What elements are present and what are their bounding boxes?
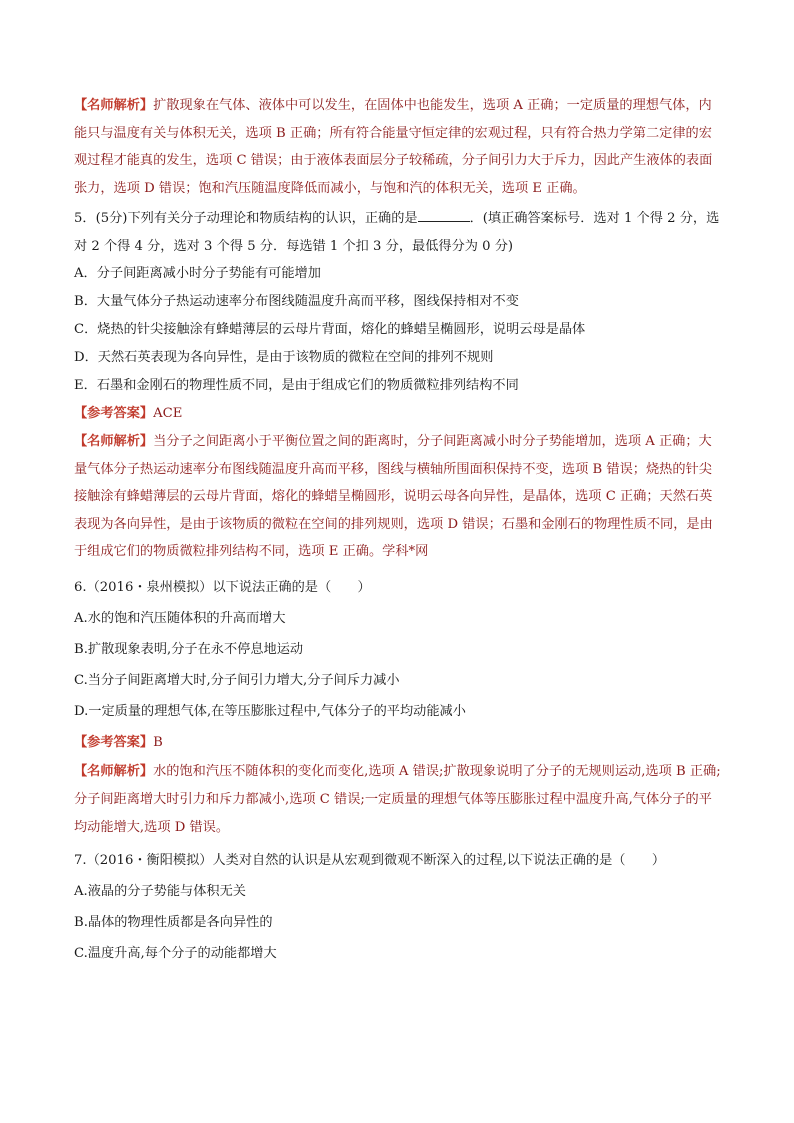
q5-answer: 【参考答案】ACE bbox=[74, 406, 183, 421]
q6-answer: 【参考答案】B bbox=[74, 734, 163, 750]
q5-option-b: B．大量气体分子热运动速率分布图线随温度升高而平移，图线保持相对不变 bbox=[74, 294, 519, 309]
q6-answer-value: B bbox=[153, 734, 163, 750]
answer-blank bbox=[418, 209, 470, 222]
q5-option-c: C．烧热的针尖接触涂有蜂蜡薄层的云母片背面，熔化的蜂蜡呈椭圆形，说明云母是晶体 bbox=[74, 322, 586, 337]
q5-option-a: A．分子间距离减小时分子势能有可能增加 bbox=[74, 266, 321, 281]
q5-answer-value: ACE bbox=[153, 406, 183, 421]
q5-analysis: 【名师解析】当分子之间距离小于平衡位置之间的距离时，分子间距离减小时分子势能增加，选项 A 正确；大量气体分子热运动速率分布图线随温度升高而平移，图线与横轴所围面积保持不变，选项 B 错误；烧热的针尖接触涂有蜂蜡薄层的云母片背面，熔化的蜂蜡呈椭圆形，说明云母各向异性，是晶体，选项 C 正确；天然石英表现为各向异性，是由于该物质的微粒在空间的排列规则，选项 D 错误；石墨和金刚石的物理性质不同，是由于组成它们的物质微粒排列结构不同，选项 E 正确。学科*网 bbox=[74, 434, 713, 559]
q6-analysis: 【名师解析】水的饱和汽压不随体积的变化而变化,选项 A 错误;扩散现象说明了分子的无规则运动,选项 B 正确;分子间距离增大时引力和斥力都减小,选项 C 错误;一定质量的理想气体等压膨胀过程中温度升高,气体分子的平均动能增大,选项 D 错误。 bbox=[74, 763, 721, 835]
q5-option-e: E．石墨和金刚石的物理性质不同，是由于组成它们的物质微粒排列结构不同 bbox=[74, 378, 519, 393]
document-page bbox=[74, 92, 724, 969]
q7-option-c: C.温度升高,每个分子的动能都增大 bbox=[74, 945, 277, 961]
q6-option-d: D.一定质量的理想气体,在等压膨胀过程中,气体分子的平均动能减小 bbox=[74, 703, 466, 719]
analysis-tag: 【名师解析】 bbox=[74, 98, 154, 113]
q6-option-a: A.水的饱和汽压随体积的升高而增大 bbox=[74, 610, 286, 626]
q4-analysis bbox=[74, 92, 724, 202]
q5-stem: 5．(5分)下列有关分子动理论和物质结构的认识，正确的是 ．(填正确答案标号．选对 1 个得 2 分，选对 2 个得 4 分，选对 3 个得 5 分．每选错 1 个扣 3 分，最低得分为 0 分) bbox=[74, 211, 720, 254]
q7-stem: 7.（2016・衡阳模拟）人类对自然的认识是从宏观到微观不断深入的过程,以下说法正确的是（ ） bbox=[74, 852, 666, 868]
q7-option-a: A.液晶的分子势能与体积无关 bbox=[74, 883, 246, 899]
q6-option-b: B.扩散现象表明,分子在永不停息地运动 bbox=[74, 641, 304, 657]
q4-analysis-text: 扩散现象在气体、液体中可以发生，在固体中也能发生，选项 A 正确；一定质量的理想气体，内能只与温度有关与体积无关，选项 B 正确；所有符合能量守恒定律的宏观过程，只有符合热力学第二定律的宏观过程才能真的发生，选项 C 错误；由于液体表面层分子较稀疏，分子间引力大于斥力，因此产生液体的表面张力，选项 D 错误；饱和汽压随温度降低而减小，与饱和汽的体积无关，选项 E 正确。 bbox=[74, 98, 713, 196]
q6-stem: 6.（2016・泉州模拟）以下说法正确的是（ ） bbox=[74, 579, 371, 595]
q5-option-d: D．天然石英表现为各向异性，是由于该物质的微粒在空间的排列不规则 bbox=[74, 350, 494, 365]
q6-option-c: C.当分子间距离增大时,分子间引力增大,分子间斥力减小 bbox=[74, 672, 400, 688]
q7-option-b: B.晶体的物理性质都是各向异性的 bbox=[74, 914, 273, 930]
